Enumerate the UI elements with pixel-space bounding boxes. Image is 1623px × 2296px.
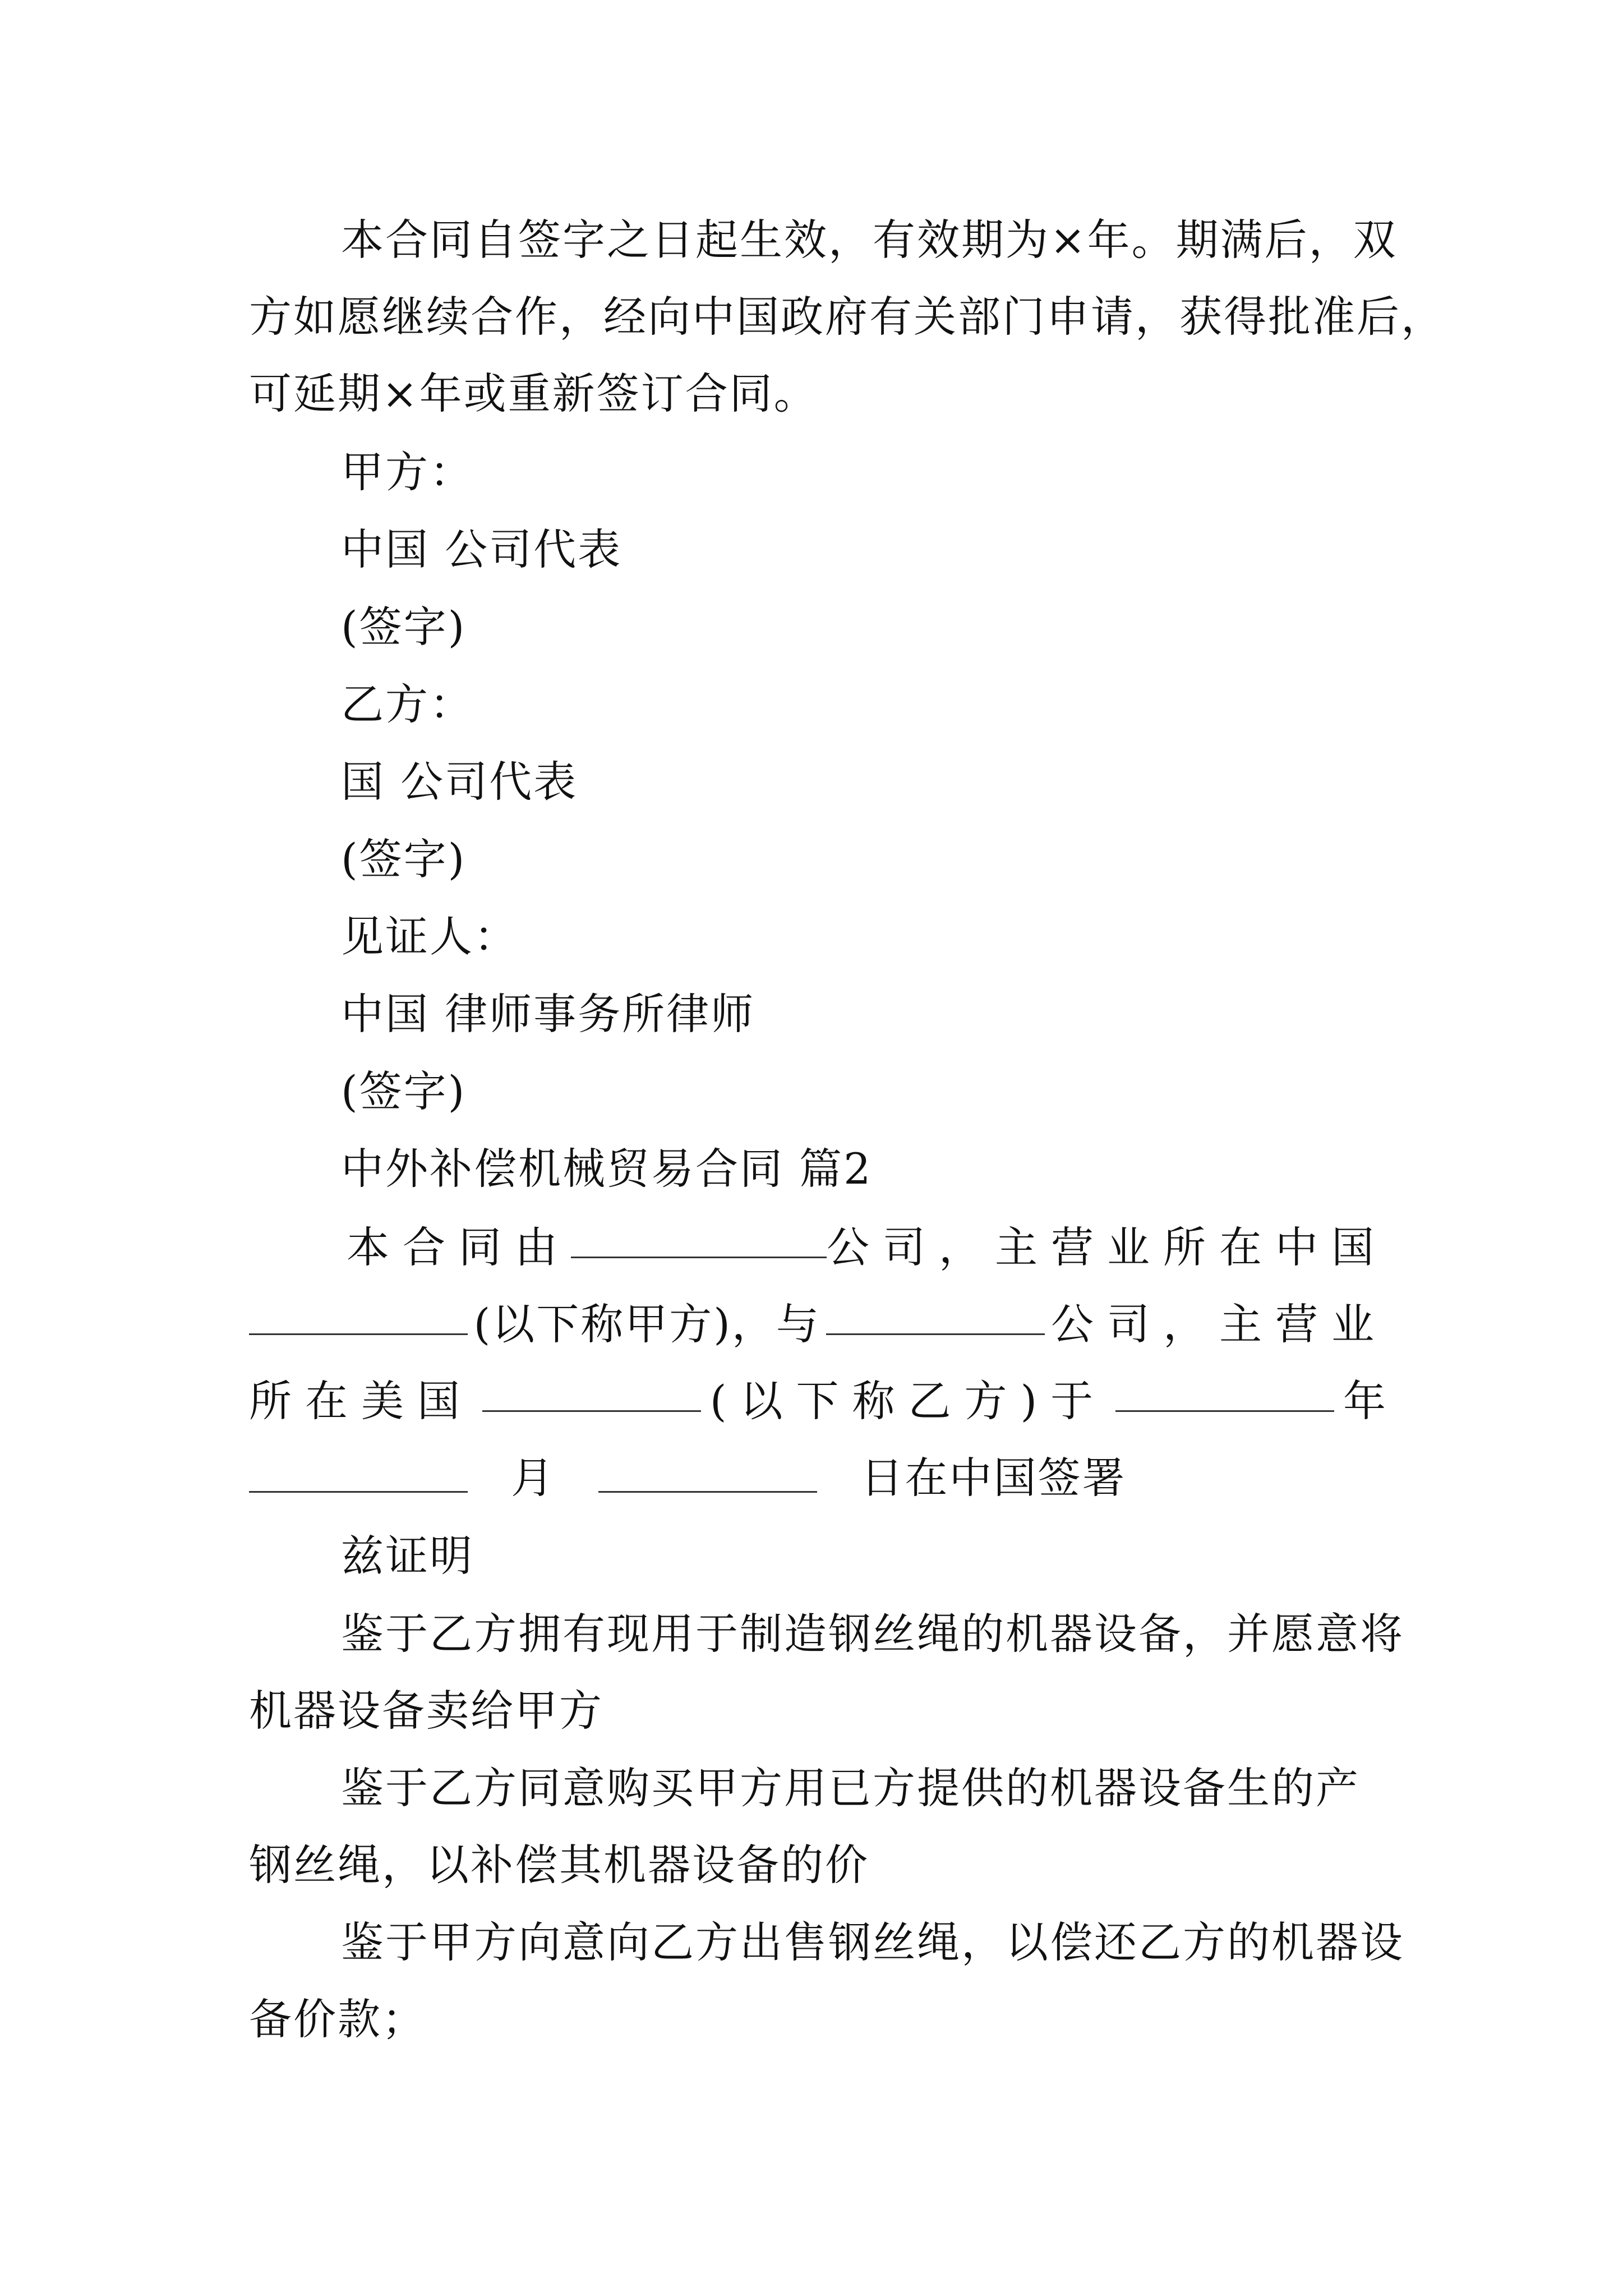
blank-company-b — [826, 1296, 1045, 1335]
blank-address-b — [482, 1373, 701, 1412]
recital-3-line-1: 鉴于甲方向意向乙方出售钢丝绳，以偿还乙方的机器设 — [341, 1917, 1404, 1967]
effective-clause-line-2: 方如愿继续合作，经向中国政府有关部门申请，获得批准后， — [249, 292, 1445, 342]
recital-1-line-1: 鉴于乙方拥有现用于制造钢丝绳的机器设备，并愿意将 — [341, 1609, 1404, 1659]
blank-month — [249, 1454, 468, 1493]
effective-clause-line-3: 可延期×年或重新签订合同。 — [249, 369, 818, 418]
blank-year — [1115, 1373, 1334, 1412]
recital-1-line-2: 机器设备卖给甲方 — [249, 1686, 603, 1736]
preamble-text: 公司，主营业所在中国 — [827, 1222, 1387, 1272]
preamble-line-4 — [249, 1450, 1127, 1506]
preamble-text: 年 — [1343, 1376, 1387, 1426]
party-b-company: 国 公司代表 — [341, 757, 578, 807]
party-b-signature: (签字) — [341, 834, 467, 884]
blank-company-a — [571, 1220, 827, 1258]
preamble-text: 日在中国签署 — [860, 1453, 1127, 1503]
preamble-text: 月 — [511, 1453, 556, 1503]
witness-signature: (签字) — [341, 1066, 467, 1116]
section-2-title: 中外补偿机械贸易合同 篇2 — [341, 1144, 873, 1194]
preamble-text: 公司，主营业 — [1051, 1299, 1387, 1349]
preamble-line-1 — [347, 1220, 1387, 1276]
blank-address-a — [249, 1296, 468, 1335]
recital-2-line-1: 鉴于乙方同意购买甲方用已方提供的机器设备生的产 — [341, 1763, 1360, 1813]
party-b-label: 乙方： — [341, 679, 474, 729]
preamble-text: (以下称乙方)于 — [709, 1376, 1107, 1426]
preamble-line-3 — [249, 1373, 1387, 1429]
preamble-text: 本合同由 — [347, 1222, 571, 1272]
preamble-text: (以下称甲方)，与 — [473, 1299, 820, 1349]
witness-label: 见证人： — [341, 912, 518, 961]
blank-day — [598, 1454, 817, 1493]
preamble-text: 所在美国 — [249, 1376, 473, 1426]
recital-2-line-2: 钢丝绳，以补偿其机器设备的价 — [249, 1840, 869, 1890]
recital-3-line-2: 备价款； — [249, 1994, 426, 2044]
effective-clause-line-1: 本合同自签字之日起生效，有效期为×年。期满后，双 — [341, 215, 1398, 265]
witnesseth: 兹证明 — [341, 1531, 474, 1581]
party-a-signature: (签字) — [341, 602, 467, 652]
party-a-label: 甲方： — [341, 447, 474, 497]
party-a-company: 中国 公司代表 — [341, 524, 623, 574]
witness-firm: 中国 律师事务所律师 — [341, 989, 755, 1039]
preamble-line-2 — [249, 1296, 1387, 1352]
